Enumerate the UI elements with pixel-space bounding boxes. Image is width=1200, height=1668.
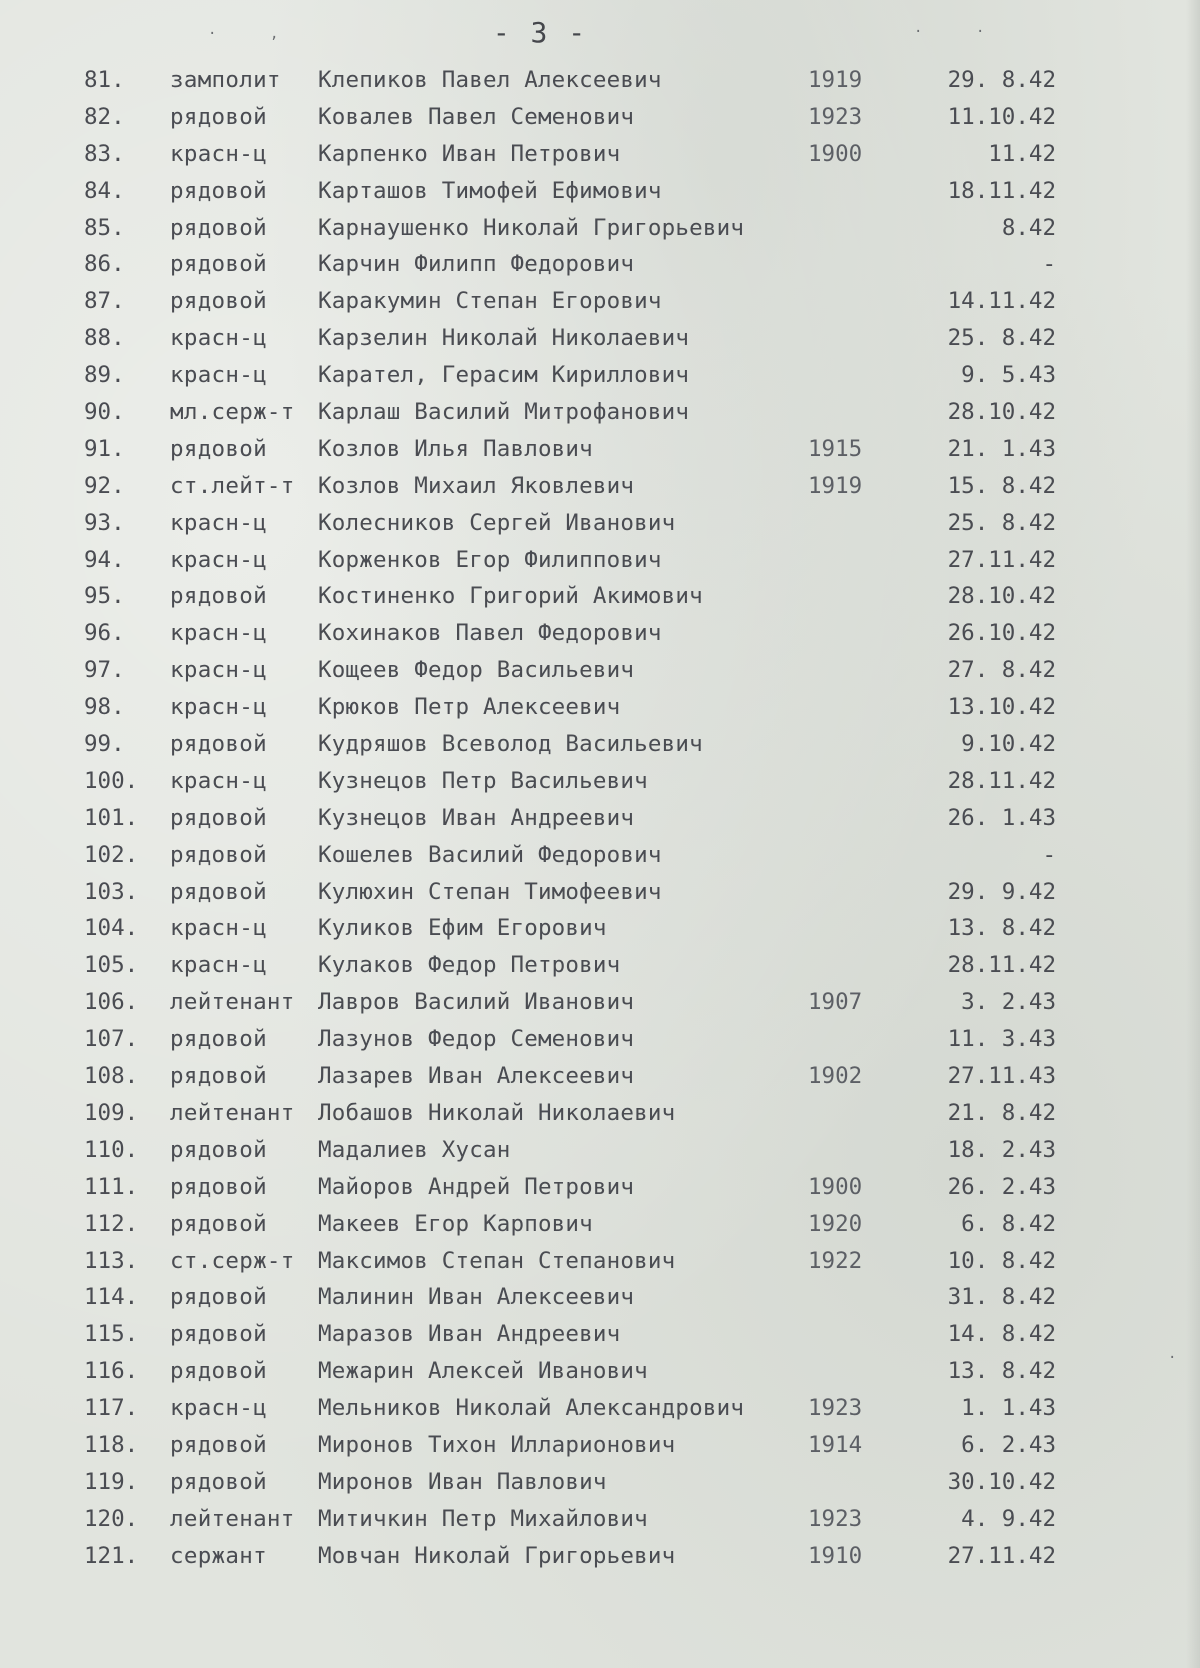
record-date: 31. 8.42 [947, 1284, 1056, 1311]
record-row [0, 542, 1200, 579]
record-rank: красн-ц [170, 509, 267, 536]
record-name: Межарин Алексей Иванович [318, 1358, 648, 1385]
record-number: 93. [84, 509, 125, 536]
record-rank: рядовой [170, 583, 267, 610]
record-name: Каракумин Степан Егорович [318, 288, 662, 315]
record-number: 98. [84, 694, 125, 721]
record-row [0, 283, 1200, 320]
record-row [0, 726, 1200, 763]
record-birth-year: 1907 [808, 989, 863, 1016]
record-name: Кощеев Федор Васильевич [318, 657, 635, 684]
record-row [0, 1021, 1200, 1058]
record-date: 9. 5.43 [961, 362, 1056, 389]
record-rank: красн-ц [170, 546, 267, 573]
record-rank: сержант [170, 1542, 267, 1569]
record-name: Крюков Петр Алексеевич [318, 694, 621, 721]
record-row [0, 984, 1200, 1021]
record-name: Карнаушенко Николай Григорьевич [318, 214, 745, 241]
record-date: 28.11.42 [947, 767, 1056, 794]
record-number: 103. [84, 878, 139, 905]
record-number: 83. [84, 140, 125, 167]
record-name: Карчин Филипп Федорович [318, 251, 635, 278]
record-row [0, 1132, 1200, 1169]
record-rank: ст.лейт-т [170, 472, 295, 499]
record-number: 113. [84, 1247, 139, 1274]
record-row [0, 99, 1200, 136]
record-number: 96. [84, 620, 125, 647]
record-rank: рядовой [170, 804, 267, 831]
record-rank: рядовой [170, 1173, 267, 1200]
record-date: 11.10.42 [947, 103, 1056, 130]
record-date: 26. 1.43 [947, 804, 1056, 831]
record-row [0, 837, 1200, 874]
record-rank: замполит [170, 67, 281, 93]
record-date: 13. 8.42 [947, 915, 1056, 942]
ink-mark: · [914, 24, 923, 40]
record-date: 1. 1.43 [961, 1395, 1056, 1422]
record-number: 86. [84, 251, 125, 278]
record-number: 91. [84, 435, 125, 462]
record-row [0, 578, 1200, 615]
record-name: Костиненко Григорий Акимович [318, 583, 703, 610]
record-rank: красн-ц [170, 620, 267, 647]
record-row [0, 431, 1200, 468]
record-rank: красн-ц [170, 952, 267, 979]
record-date: 27.11.43 [947, 1063, 1056, 1090]
record-name: Козлов Михаил Яковлевич [318, 472, 635, 499]
record-date: 15. 8.42 [947, 472, 1056, 499]
record-name: Карпенко Иван Петрович [318, 140, 621, 167]
record-row [0, 1501, 1200, 1538]
record-birth-year: 1919 [808, 472, 863, 499]
record-row [0, 947, 1200, 984]
record-number: 88. [84, 325, 125, 352]
record-date: 18.11.42 [947, 177, 1056, 204]
record-rank: рядовой [170, 1210, 267, 1237]
record-name: Мадалиев Хусан [318, 1136, 511, 1163]
record-name: Корженков Егор Филиппович [318, 546, 662, 573]
record-date: 14. 8.42 [947, 1321, 1056, 1348]
record-date: 10. 8.42 [947, 1247, 1056, 1274]
record-date: 26. 2.43 [947, 1173, 1056, 1200]
record-date: 9.10.42 [961, 731, 1056, 758]
record-row [0, 468, 1200, 505]
record-row [0, 1169, 1200, 1206]
record-date: 27.11.42 [947, 1542, 1056, 1569]
record-number: 108. [84, 1063, 139, 1090]
record-rank: красн-ц [170, 915, 267, 942]
record-number: 92. [84, 472, 125, 499]
record-number: 89. [84, 362, 125, 389]
record-name: Кузнецов Петр Васильевич [318, 767, 648, 794]
record-name: Кулюхин Степан Тимофеевич [318, 878, 662, 905]
record-row [0, 615, 1200, 652]
record-name: Кохинаков Павел Федорович [318, 620, 662, 647]
record-row [0, 1316, 1200, 1353]
record-number: 114. [84, 1284, 139, 1311]
record-date: 6. 8.42 [961, 1210, 1056, 1237]
record-name: Миронов Иван Павлович [318, 1468, 607, 1495]
record-birth-year: 1919 [808, 67, 863, 93]
record-name: Митичкин Петр Михайлович [318, 1505, 648, 1532]
record-rank: рядовой [170, 1284, 267, 1311]
record-number: 90. [84, 399, 125, 426]
record-name: Куликов Ефим Егорович [318, 915, 607, 942]
record-number: 84. [84, 177, 125, 204]
record-number: 121. [84, 1542, 139, 1569]
record-date: 6. 2.43 [961, 1431, 1056, 1458]
record-name: Кулаков Федор Петрович [318, 952, 621, 979]
record-rank: рядовой [170, 103, 267, 130]
record-name: Колесников Сергей Иванович [318, 509, 676, 536]
record-row [0, 136, 1200, 173]
record-rank: красн-ц [170, 657, 267, 684]
record-number: 112. [84, 1210, 139, 1237]
record-number: 116. [84, 1358, 139, 1385]
record-number: 115. [84, 1321, 139, 1348]
record-name: Кузнецов Иван Андреевич [318, 804, 635, 831]
record-name: Козлов Илья Павлович [318, 435, 593, 462]
record-number: 95. [84, 583, 125, 610]
record-birth-year: 1914 [808, 1431, 863, 1458]
record-number: 110. [84, 1136, 139, 1163]
record-date: 4. 9.42 [961, 1505, 1056, 1532]
record-number: 119. [84, 1468, 139, 1495]
record-name: Лазарев Иван Алексеевич [318, 1063, 635, 1090]
record-row [0, 320, 1200, 357]
record-row [0, 62, 1200, 99]
record-name: Кудряшов Всеволод Васильевич [318, 731, 703, 758]
record-number: 82. [84, 103, 125, 130]
record-row [0, 357, 1200, 394]
record-number: 118. [84, 1431, 139, 1458]
record-birth-year: 1900 [808, 140, 863, 167]
record-rank: рядовой [170, 1321, 267, 1348]
record-name: Миронов Тихон Илларионович [318, 1431, 676, 1458]
record-row [0, 1390, 1200, 1427]
record-date: 30.10.42 [947, 1468, 1056, 1495]
record-birth-year: 1923 [808, 1395, 863, 1422]
record-number: 101. [84, 804, 139, 831]
record-name: Ковалев Павел Семенович [318, 103, 635, 130]
record-date: 21. 8.42 [947, 1099, 1056, 1126]
record-date: - [1042, 841, 1056, 868]
record-birth-year: 1902 [808, 1063, 863, 1090]
record-birth-year: 1900 [808, 1173, 863, 1200]
record-date: 3. 2.43 [961, 989, 1056, 1016]
ink-mark: · [1168, 1350, 1177, 1366]
record-row [0, 652, 1200, 689]
record-rank: красн-ц [170, 767, 267, 794]
record-number: 94. [84, 546, 125, 573]
record-date: 28.11.42 [947, 952, 1056, 979]
record-list [0, 62, 1200, 1575]
ink-mark: · [976, 24, 985, 40]
record-rank: рядовой [170, 1063, 267, 1090]
record-rank: рядовой [170, 1468, 267, 1495]
record-name: Макеев Егор Карпович [318, 1210, 593, 1237]
record-rank: рядовой [170, 251, 267, 278]
record-row [0, 800, 1200, 837]
record-name: Малинин Иван Алексеевич [318, 1284, 635, 1311]
record-name: Маразов Иван Андреевич [318, 1321, 621, 1348]
record-number: 102. [84, 841, 139, 868]
record-row [0, 173, 1200, 210]
record-rank: красн-ц [170, 362, 267, 389]
record-date: 26.10.42 [947, 620, 1056, 647]
record-number: 97. [84, 657, 125, 684]
record-name: Лобашов Николай Николаевич [318, 1099, 676, 1126]
record-name: Карлаш Василий Митрофанович [318, 399, 690, 426]
record-rank: рядовой [170, 878, 267, 905]
record-rank: лейтенант [170, 1505, 295, 1532]
record-rank: рядовой [170, 214, 267, 241]
record-date: 13.10.42 [947, 694, 1056, 721]
record-number: 104. [84, 915, 139, 942]
record-name: Карташов Тимофей Ефимович [318, 177, 662, 204]
record-row [0, 246, 1200, 283]
record-rank: рядовой [170, 1026, 267, 1053]
record-birth-year: 1910 [808, 1542, 863, 1569]
record-row [0, 505, 1200, 542]
record-rank: красн-ц [170, 140, 267, 167]
record-number: 106. [84, 989, 139, 1016]
record-rank: красн-ц [170, 325, 267, 352]
record-number: 85. [84, 214, 125, 241]
record-rank: рядовой [170, 435, 267, 462]
record-number: 87. [84, 288, 125, 315]
record-date: 25. 8.42 [947, 509, 1056, 536]
record-row [0, 394, 1200, 431]
record-rank: ст.серж-т [170, 1247, 295, 1274]
record-birth-year: 1922 [808, 1247, 863, 1274]
record-row [0, 1464, 1200, 1501]
record-name: Кошелев Василий Федорович [318, 841, 662, 868]
record-date: - [1042, 251, 1056, 278]
record-date: 13. 8.42 [947, 1358, 1056, 1385]
record-number: 109. [84, 1099, 139, 1126]
record-rank: рядовой [170, 1431, 267, 1458]
record-name: Карател, Герасим Кириллович [318, 362, 690, 389]
record-row [0, 689, 1200, 726]
record-row [0, 763, 1200, 800]
record-rank: рядовой [170, 288, 267, 315]
record-name: Майоров Андрей Петрович [318, 1173, 635, 1200]
record-birth-year: 1915 [808, 435, 863, 462]
record-date: 29. 9.42 [947, 878, 1056, 905]
record-rank: рядовой [170, 731, 267, 758]
record-name: Лавров Василий Иванович [318, 989, 635, 1016]
record-row [0, 1279, 1200, 1316]
page-edge [1186, 0, 1200, 1668]
record-number: 107. [84, 1026, 139, 1053]
record-number: 100. [84, 767, 139, 794]
record-row [0, 874, 1200, 911]
record-row [0, 1353, 1200, 1390]
ink-mark: · [208, 26, 217, 42]
record-rank: рядовой [170, 177, 267, 204]
record-number: 117. [84, 1395, 139, 1422]
record-birth-year: 1923 [808, 103, 863, 130]
record-date: 27.11.42 [947, 546, 1056, 573]
record-date: 11. 3.43 [947, 1026, 1056, 1053]
record-row [0, 1538, 1200, 1575]
record-date: 14.11.42 [947, 288, 1056, 315]
record-number: 99. [84, 731, 125, 758]
record-rank: лейтенант [170, 989, 295, 1016]
record-rank: рядовой [170, 1358, 267, 1385]
record-row [0, 1206, 1200, 1243]
record-date: 28.10.42 [947, 583, 1056, 610]
record-rank: красн-ц [170, 694, 267, 721]
page-number: - 3 - [492, 16, 588, 49]
record-name: Лазунов Федор Семенович [318, 1026, 635, 1053]
record-row [0, 910, 1200, 947]
record-birth-year: 1920 [808, 1210, 863, 1237]
record-row [0, 1058, 1200, 1095]
ink-mark: , [270, 26, 279, 42]
record-name: Карзелин Николай Николаевич [318, 325, 690, 352]
record-number: 120. [84, 1505, 139, 1532]
record-date: 25. 8.42 [947, 325, 1056, 352]
record-rank: мл.серж-т [170, 399, 295, 426]
record-number: 111. [84, 1173, 139, 1200]
record-date: 18. 2.43 [947, 1136, 1056, 1163]
record-rank: рядовой [170, 841, 267, 868]
record-name: Мовчан Николай Григорьевич [318, 1542, 676, 1569]
record-row [0, 210, 1200, 247]
record-date: 21. 1.43 [947, 435, 1056, 462]
record-date: 27. 8.42 [947, 657, 1056, 684]
record-number: 81. [84, 67, 125, 93]
record-name: Клепиков Павел Алексеевич [318, 67, 662, 93]
record-row [0, 1427, 1200, 1464]
record-birth-year: 1923 [808, 1505, 863, 1532]
record-name: Максимов Степан Степанович [318, 1247, 676, 1274]
record-row [0, 1243, 1200, 1280]
record-date: 11.42 [988, 140, 1056, 167]
record-rank: лейтенант [170, 1099, 295, 1126]
record-row [0, 1095, 1200, 1132]
record-rank: рядовой [170, 1136, 267, 1163]
record-name: Мельников Николай Александрович [318, 1395, 745, 1422]
record-date: 8.42 [1001, 214, 1056, 241]
record-date: 28.10.42 [947, 399, 1056, 426]
record-date: 29. 8.42 [947, 67, 1056, 93]
record-rank: красн-ц [170, 1395, 267, 1422]
record-number: 105. [84, 952, 139, 979]
